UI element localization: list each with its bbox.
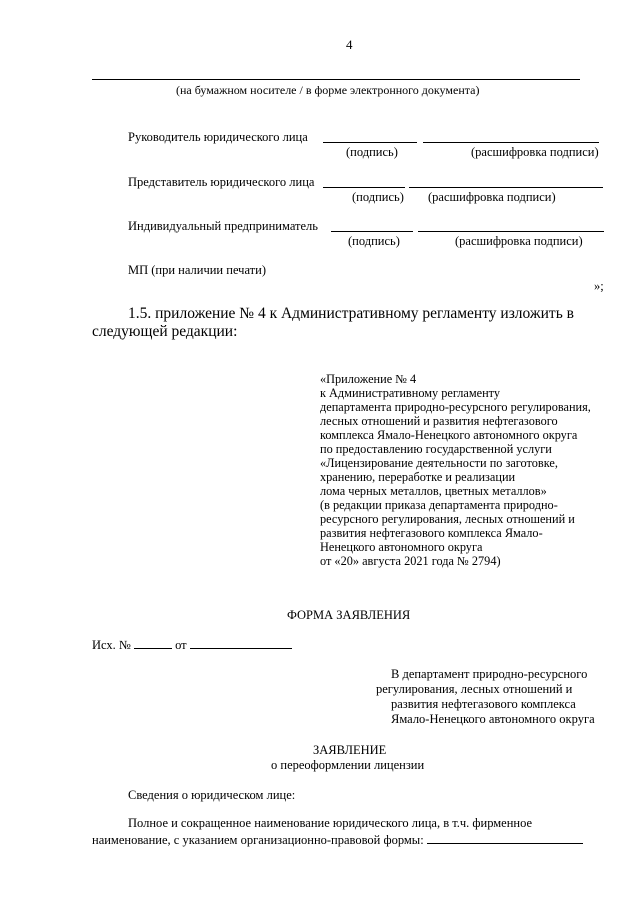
application-heading: ЗАЯВЛЕНИЕ: [313, 743, 387, 757]
appendix-line: комплекса Ямало-Ненецкого автономного округа: [320, 428, 578, 442]
representative-signature-caption: (подпись): [352, 190, 404, 204]
representative-label: Представитель юридического лица: [128, 175, 315, 189]
ref-number-field[interactable]: [134, 637, 172, 649]
appendix-line: департамента природно-ресурсного регулирования,: [320, 400, 591, 414]
amendment-line-1: 1.5. приложение № 4 к Административному регламенту изложить в: [128, 305, 574, 322]
application-subheading: о переоформлении лицензии: [271, 758, 425, 772]
recipient-line: регулирования, лесных отношений и: [376, 682, 573, 696]
entity-name-field-label-2: [92, 832, 583, 847]
appendix-line: Ненецкого автономного округа: [320, 540, 483, 554]
appendix-line: от «20» августа 2021 года № 2794): [320, 554, 501, 568]
appendix-line: ресурсного регулирования, лесных отношений и: [320, 512, 575, 526]
appendix-line: хранению, переработке и реализации: [320, 470, 516, 484]
appendix-line: (в редакции приказа департамента природно-: [320, 498, 558, 512]
head-decoding-caption: (расшифровка подписи): [471, 145, 599, 159]
page-number: 4: [346, 37, 353, 52]
entrepreneur-signature-caption: (подпись): [348, 234, 400, 248]
entrepreneur-decoding-caption: (расшифровка подписи): [455, 234, 583, 248]
ref-date-field[interactable]: [190, 637, 292, 649]
entity-name-input[interactable]: [427, 832, 583, 844]
appendix-line: к Административному регламенту: [320, 386, 501, 400]
closing-quote: »;: [594, 279, 604, 293]
recipient-line: развития нефтегазового комплекса: [391, 697, 576, 711]
appendix-line: развития нефтегазового комплекса Ямало-: [320, 526, 543, 540]
entrepreneur-signature-line[interactable]: [331, 231, 413, 232]
entrepreneur-decoding-line[interactable]: [418, 231, 604, 232]
amendment-line-2: следующей редакции:: [92, 323, 238, 340]
appendix-line: лесных отношений и развития нефтегазового: [320, 414, 558, 428]
entrepreneur-label: Индивидуальный предприниматель: [128, 219, 318, 233]
seal-label: МП (при наличии печати): [128, 263, 267, 277]
outgoing-reference: [92, 637, 292, 652]
ref-from-label: от: [175, 638, 187, 652]
ref-prefix: Исх. №: [92, 638, 131, 652]
entity-name-field-label: Полное и сокращенное наименование юридического лица, в т.ч. фирменное: [128, 816, 533, 830]
recipient-line: В департамент природно-ресурсного: [391, 667, 588, 681]
appendix-line: лома черных металлов, цветных металлов»: [320, 484, 547, 498]
representative-decoding-line[interactable]: [409, 187, 603, 188]
head-signature-line[interactable]: [323, 142, 417, 143]
representative-signature-line[interactable]: [323, 187, 405, 188]
head-label: Руководитель юридического лица: [128, 130, 308, 144]
representative-decoding-caption: (расшифровка подписи): [428, 190, 556, 204]
recipient-line: Ямало-Ненецкого автономного округа: [391, 712, 595, 726]
form-title: ФОРМА ЗАЯВЛЕНИЯ: [287, 608, 411, 622]
submission-method-line: [92, 79, 580, 80]
head-signature-caption: (подпись): [346, 145, 398, 159]
section-title: Сведения о юридическом лице:: [128, 788, 296, 802]
appendix-line: «Лицензирование деятельности по заготовке,: [320, 456, 558, 470]
entity-name-field-text: наименование, с указанием организационно-правовой формы:: [92, 833, 424, 847]
appendix-line: «Приложение № 4: [320, 372, 417, 386]
head-decoding-line[interactable]: [423, 142, 599, 143]
appendix-line: по предоставлению государственной услуги: [320, 442, 552, 456]
submission-caption: (на бумажном носителе / в форме электронного документа): [176, 83, 480, 97]
